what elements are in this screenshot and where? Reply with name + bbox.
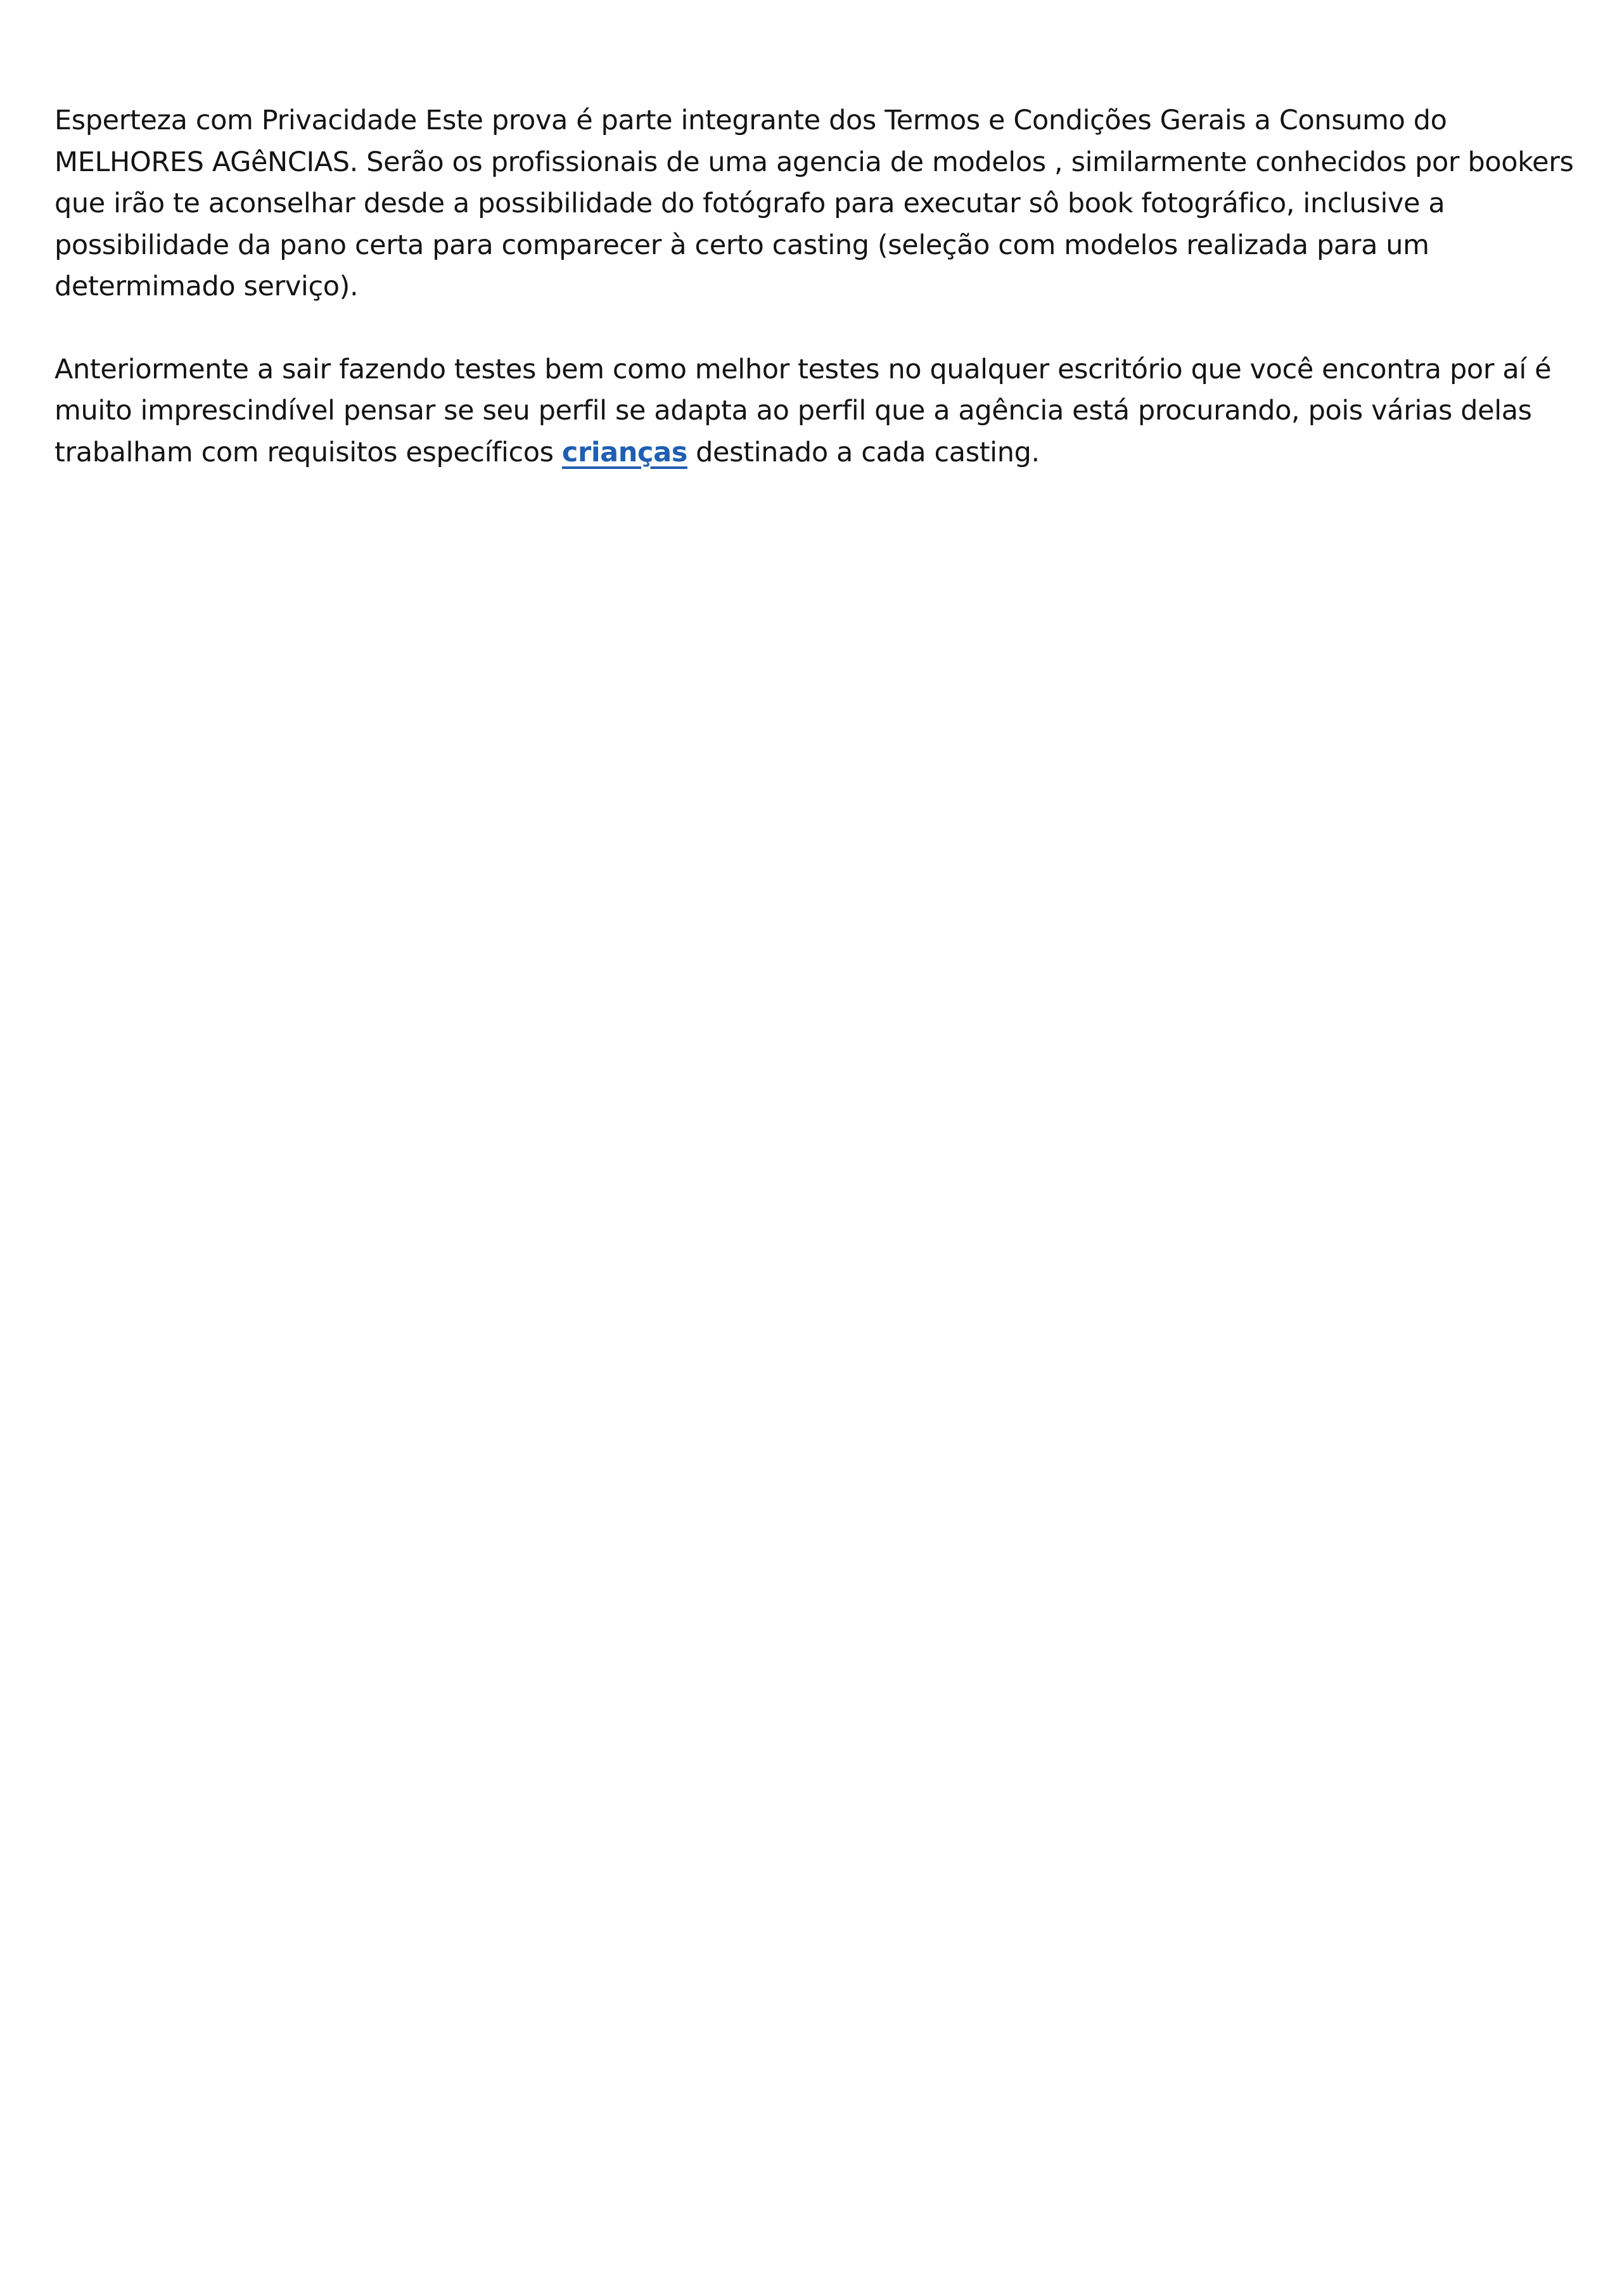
- paragraph-2: [54, 349, 1562, 474]
- criancas-link[interactable]: crianças: [561, 436, 687, 468]
- paragraph-2-line-3: [54, 432, 1562, 474]
- paragraph-1-line-3: que irão te aconselhar desde a possibilidade do fotógrafo para executar sô book fotográfico, inclusive a: [54, 188, 1445, 219]
- paragraph-1-line-1: Esperteza com Privacidade Este prova é parte integrante dos Termos e Condições Gerais a Consumo do: [54, 105, 1447, 136]
- paragraph-2-line-3-after-link: destinado a cada casting.: [687, 436, 1040, 468]
- paragraph-1: [54, 100, 1575, 308]
- paragraph-2-line-3-before-link: trabalham com requisitos específicos: [54, 436, 562, 468]
- paragraph-2-line-2: muito imprescindível pensar se seu perfil se adapta ao perfil que a agência está procurando, pois várias delas: [54, 395, 1532, 426]
- paragraph-1-line-4: possibilidade da pano certa para comparecer à certo casting (seleção com modelos realizada para um: [54, 229, 1429, 261]
- document-body: [54, 100, 1575, 473]
- paragraph-1-line-5: determimado serviço).: [54, 271, 359, 302]
- paragraph-1-line-2: MELHORES AGêNCIAS. Serão os profissionais de uma agencia de modelos , similarmente conhecidos por bookers: [54, 146, 1574, 178]
- paragraph-2-line-1: Anteriormente a sair fazendo testes bem como melhor testes no qualquer escritório que você encontra por aí é: [54, 353, 1552, 385]
